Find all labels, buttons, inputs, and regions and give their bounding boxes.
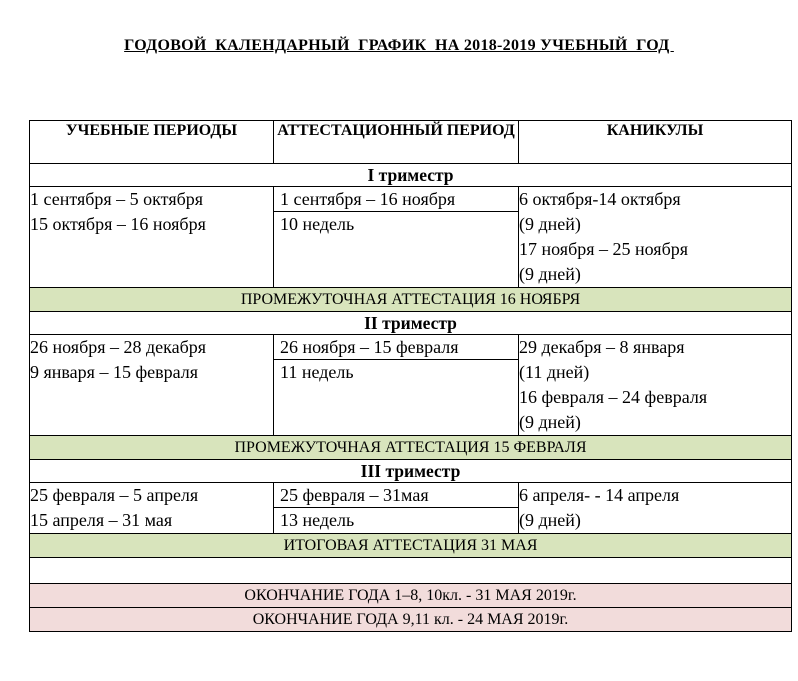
header-row: [30, 121, 792, 164]
term-3-period-1: 25 февраля – 5 апреля: [30, 485, 199, 505]
empty-cell: [30, 558, 792, 584]
term-2-holiday-line-1: 29 декабря – 8 января: [519, 337, 685, 357]
term-2-attestation-range: 26 ноября – 15 февраля: [274, 335, 518, 360]
year-end-grades-9-11: ОКОНЧАНИЕ ГОДА 9,11 кл. - 24 МАЯ 2019г.: [30, 608, 792, 632]
document-title: ГОДОВОЙ КАЛЕНДАРНЫЙ ГРАФИК НА 2018-2019 УЧЕБНЫЙ ГОД: [124, 37, 674, 54]
term-2-attestation-result: ПРОМЕЖУТОЧНАЯ АТТЕСТАЦИЯ 15 ФЕВРАЛЯ: [30, 436, 792, 460]
term-2-period-2: 9 января – 15 февраля: [30, 362, 199, 382]
term-2-holiday-line-3: 16 февраля – 24 февраля: [519, 387, 708, 407]
term-3-result-row: [30, 534, 792, 558]
term-2-row: [30, 335, 792, 436]
term-1-holiday-line-2: (9 дней): [519, 214, 581, 234]
term-1-heading-row: [30, 164, 792, 187]
term-3-title: III триместр: [30, 460, 792, 483]
term-1-holiday-line-4: (9 дней): [519, 264, 581, 284]
term-1-row: [30, 187, 792, 288]
term-3-period-2: 15 апреля – 31 мая: [30, 510, 173, 530]
term-3-heading-row: [30, 460, 792, 483]
calendar-table: [29, 120, 792, 632]
term-2-result-row: [30, 436, 792, 460]
year-end-grades-1-8-10: ОКОНЧАНИЕ ГОДА 1–8, 10кл. - 31 МАЯ 2019г.: [30, 584, 792, 608]
term-3-holiday-line-2: (9 дней): [519, 510, 581, 530]
term-2-holiday-line-2: (11 дней): [519, 362, 590, 382]
term-3-row: [30, 483, 792, 534]
term-2-heading-row: [30, 312, 792, 335]
term-3-periods: [30, 483, 274, 534]
term-2-periods: [30, 335, 274, 436]
final-attestation-result: ИТОГОВАЯ АТТЕСТАЦИЯ 31 МАЯ: [30, 534, 792, 558]
spacer-row: [30, 558, 792, 584]
term-3-attestation-weeks: 13 недель: [280, 510, 355, 530]
term-1-periods: [30, 187, 274, 288]
term-1-attestation-result: ПРОМЕЖУТОЧНАЯ АТТЕСТАЦИЯ 16 НОЯБРЯ: [30, 288, 792, 312]
year-end-row-1: [30, 584, 792, 608]
term-3-holidays: [519, 483, 792, 534]
term-3-attestation: [274, 483, 519, 534]
term-2-holiday-line-4: (9 дней): [519, 412, 581, 432]
term-2-title: II триместр: [30, 312, 792, 335]
term-1-holiday-line-3: 17 ноября – 25 ноября: [519, 239, 689, 259]
header-holidays: КАНИКУЛЫ: [519, 121, 792, 164]
term-1-attestation-range: 1 сентября – 16 ноября: [274, 187, 518, 212]
term-1-title: I триместр: [30, 164, 792, 187]
header-periods: УЧЕБНЫЕ ПЕРИОДЫ: [30, 121, 274, 164]
term-1-period-2: 15 октября – 16 ноября: [30, 214, 206, 234]
header-attestation: АТТЕСТАЦИОННЫЙ ПЕРИОД: [274, 121, 519, 164]
term-3-holiday-line-1: 6 апреля- - 14 апреля: [519, 485, 680, 505]
term-2-holidays: [519, 335, 792, 436]
term-1-holidays: [519, 187, 792, 288]
term-2-period-1: 26 ноября – 28 декабря: [30, 337, 207, 357]
term-1-attestation: [274, 187, 519, 288]
term-1-holiday-line-1: 6 октября-14 октября: [519, 189, 681, 209]
term-1-attestation-weeks: 10 недель: [280, 214, 355, 234]
term-3-attestation-range: 25 февраля – 31мая: [274, 483, 518, 508]
term-2-attestation: [274, 335, 519, 436]
year-end-row-2: [30, 608, 792, 632]
term-2-attestation-weeks: 11 недель: [280, 362, 354, 382]
term-1-period-1: 1 сентября – 5 октября: [30, 189, 204, 209]
term-1-result-row: [30, 288, 792, 312]
